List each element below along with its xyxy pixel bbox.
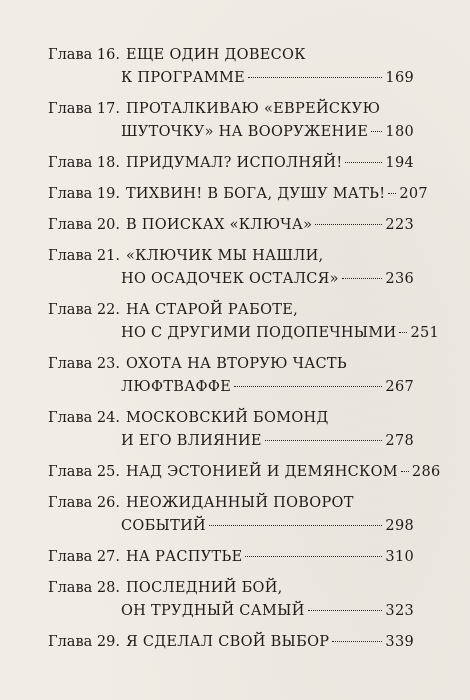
toc-entry — [48, 461, 441, 484]
dot-leader — [371, 131, 382, 132]
dot-leader — [248, 77, 382, 78]
chapter-title: НО С ДРУГИМИ ПОДОПЕЧНЫМИ — [121, 325, 397, 341]
dot-leader — [332, 641, 382, 642]
page-number: 323 — [385, 603, 414, 619]
page-number: 169 — [385, 70, 414, 86]
toc-entry — [48, 353, 414, 399]
toc-entry — [48, 299, 440, 345]
chapter-label: Глава 16. — [48, 47, 120, 63]
chapter-title: ЕЩЕ ОДИН ДОВЕСОК — [125, 47, 306, 63]
chapter-label: Глава 21. — [48, 248, 120, 264]
toc-entry-line — [48, 299, 414, 322]
chapter-title: ОХОТА НА ВТОРУЮ ЧАСТЬ — [125, 356, 347, 372]
toc-entry-line — [48, 546, 414, 569]
chapter-title: НЕОЖИДАННЫЙ ПОВОРОТ — [125, 495, 354, 511]
page-number: 278 — [385, 433, 414, 449]
chapter-title: В ПОИСКАХ «КЛЮЧА» — [125, 217, 313, 233]
chapter-title: ПРИДУМАЛ? ИСПОЛНЯЙ! — [125, 155, 343, 171]
toc-entry — [48, 98, 414, 144]
toc-entry — [48, 245, 414, 291]
chapter-title: НА СТАРОЙ РАБОТЕ, — [125, 302, 299, 318]
toc-entry-line — [48, 98, 414, 121]
toc-entry-line — [48, 577, 414, 600]
dot-leader — [234, 386, 382, 387]
chapter-title: ОН ТРУДНЫЙ САМЫЙ — [121, 603, 305, 619]
page-number: 207 — [399, 186, 428, 202]
chapter-title: ПРОТАЛКИВАЮ «ЕВРЕЙСКУЮ — [125, 101, 381, 117]
chapter-title: МОСКОВСКИЙ БОМОНД — [125, 410, 329, 426]
chapter-title: И ЕГО ВЛИЯНИЕ — [121, 433, 262, 449]
chapter-title: ШУТОЧКУ» НА ВООРУЖЕНИЕ — [121, 124, 369, 140]
chapter-label: Глава 22. — [48, 302, 120, 318]
page-number: 223 — [385, 217, 414, 233]
page-number: 236 — [385, 271, 414, 287]
chapter-title: ЛЮФТВАФФЕ — [121, 379, 232, 395]
toc-entry-line — [48, 44, 414, 67]
chapter-label: Глава 24. — [48, 410, 120, 426]
chapter-label: Глава 29. — [48, 634, 120, 650]
dot-leader — [265, 440, 383, 441]
page-number: 286 — [411, 464, 441, 480]
dot-leader — [308, 610, 383, 611]
toc-entry-line — [48, 461, 441, 484]
toc-entry — [48, 183, 428, 206]
page-number: 267 — [385, 379, 414, 395]
toc-entry-line — [48, 515, 414, 538]
chapter-title: «КЛЮЧИК МЫ НАШЛИ, — [125, 248, 324, 264]
chapter-title: НАД ЭСТОНИЕЙ И ДЕМЯНСКОМ — [125, 464, 398, 480]
chapter-label: Глава 18. — [48, 155, 120, 171]
toc-entry-line — [48, 492, 414, 515]
page-number: 194 — [385, 155, 414, 171]
dot-leader — [342, 278, 383, 279]
chapter-title: НА РАСПУТЬЕ — [125, 549, 243, 565]
toc-entry-line — [48, 121, 414, 144]
dot-leader — [345, 162, 382, 163]
toc-entry — [48, 44, 414, 90]
chapter-title: К ПРОГРАММЕ — [121, 70, 246, 86]
toc-entry — [48, 546, 414, 569]
toc-entry-line — [48, 407, 414, 430]
toc-entry — [48, 152, 414, 175]
chapter-title: СОБЫТИЙ — [121, 518, 206, 534]
chapter-label: Глава 17. — [48, 101, 120, 117]
toc-entry-line — [48, 152, 414, 175]
toc-entry-line — [48, 322, 440, 345]
chapter-label: Глава 26. — [48, 495, 120, 511]
toc-entry-line — [48, 183, 428, 206]
page-number: 339 — [385, 634, 414, 650]
chapter-title: ПОСЛЕДНИЙ БОЙ, — [125, 580, 283, 596]
toc-entry-line — [48, 631, 414, 654]
dot-leader — [388, 193, 396, 194]
toc-entry — [48, 214, 414, 237]
chapter-label: Глава 28. — [48, 580, 120, 596]
dot-leader — [401, 471, 409, 472]
toc-entry — [48, 631, 414, 654]
dot-leader — [315, 224, 382, 225]
table-of-contents — [48, 44, 441, 662]
dot-leader — [209, 525, 382, 526]
chapter-label: Глава 20. — [48, 217, 120, 233]
dot-leader — [245, 556, 382, 557]
chapter-label: Глава 25. — [48, 464, 120, 480]
toc-entry-line — [48, 214, 414, 237]
chapter-title: ТИХВИН! В БОГА, ДУШУ МАТЬ! — [125, 186, 386, 202]
page-number: 310 — [385, 549, 414, 565]
toc-entry — [48, 577, 414, 623]
toc-entry-line — [48, 268, 414, 291]
chapter-label: Глава 19. — [48, 186, 120, 202]
toc-entry-line — [48, 600, 414, 623]
chapter-title: НО ОСАДОЧЕК ОСТАЛСЯ» — [121, 271, 339, 287]
toc-entry-line — [48, 430, 414, 453]
toc-entry — [48, 407, 414, 453]
toc-entry-line — [48, 376, 414, 399]
chapter-title: Я СДЕЛАЛ СВОЙ ВЫБОР — [125, 634, 330, 650]
toc-entry-line — [48, 67, 414, 90]
page-number: 180 — [385, 124, 414, 140]
toc-entry-line — [48, 353, 414, 376]
chapter-label: Глава 23. — [48, 356, 120, 372]
page-number: 298 — [385, 518, 414, 534]
dot-leader — [399, 332, 407, 333]
toc-entry — [48, 492, 414, 538]
page-number: 251 — [410, 325, 440, 341]
chapter-label: Глава 27. — [48, 549, 120, 565]
toc-entry-line — [48, 245, 414, 268]
